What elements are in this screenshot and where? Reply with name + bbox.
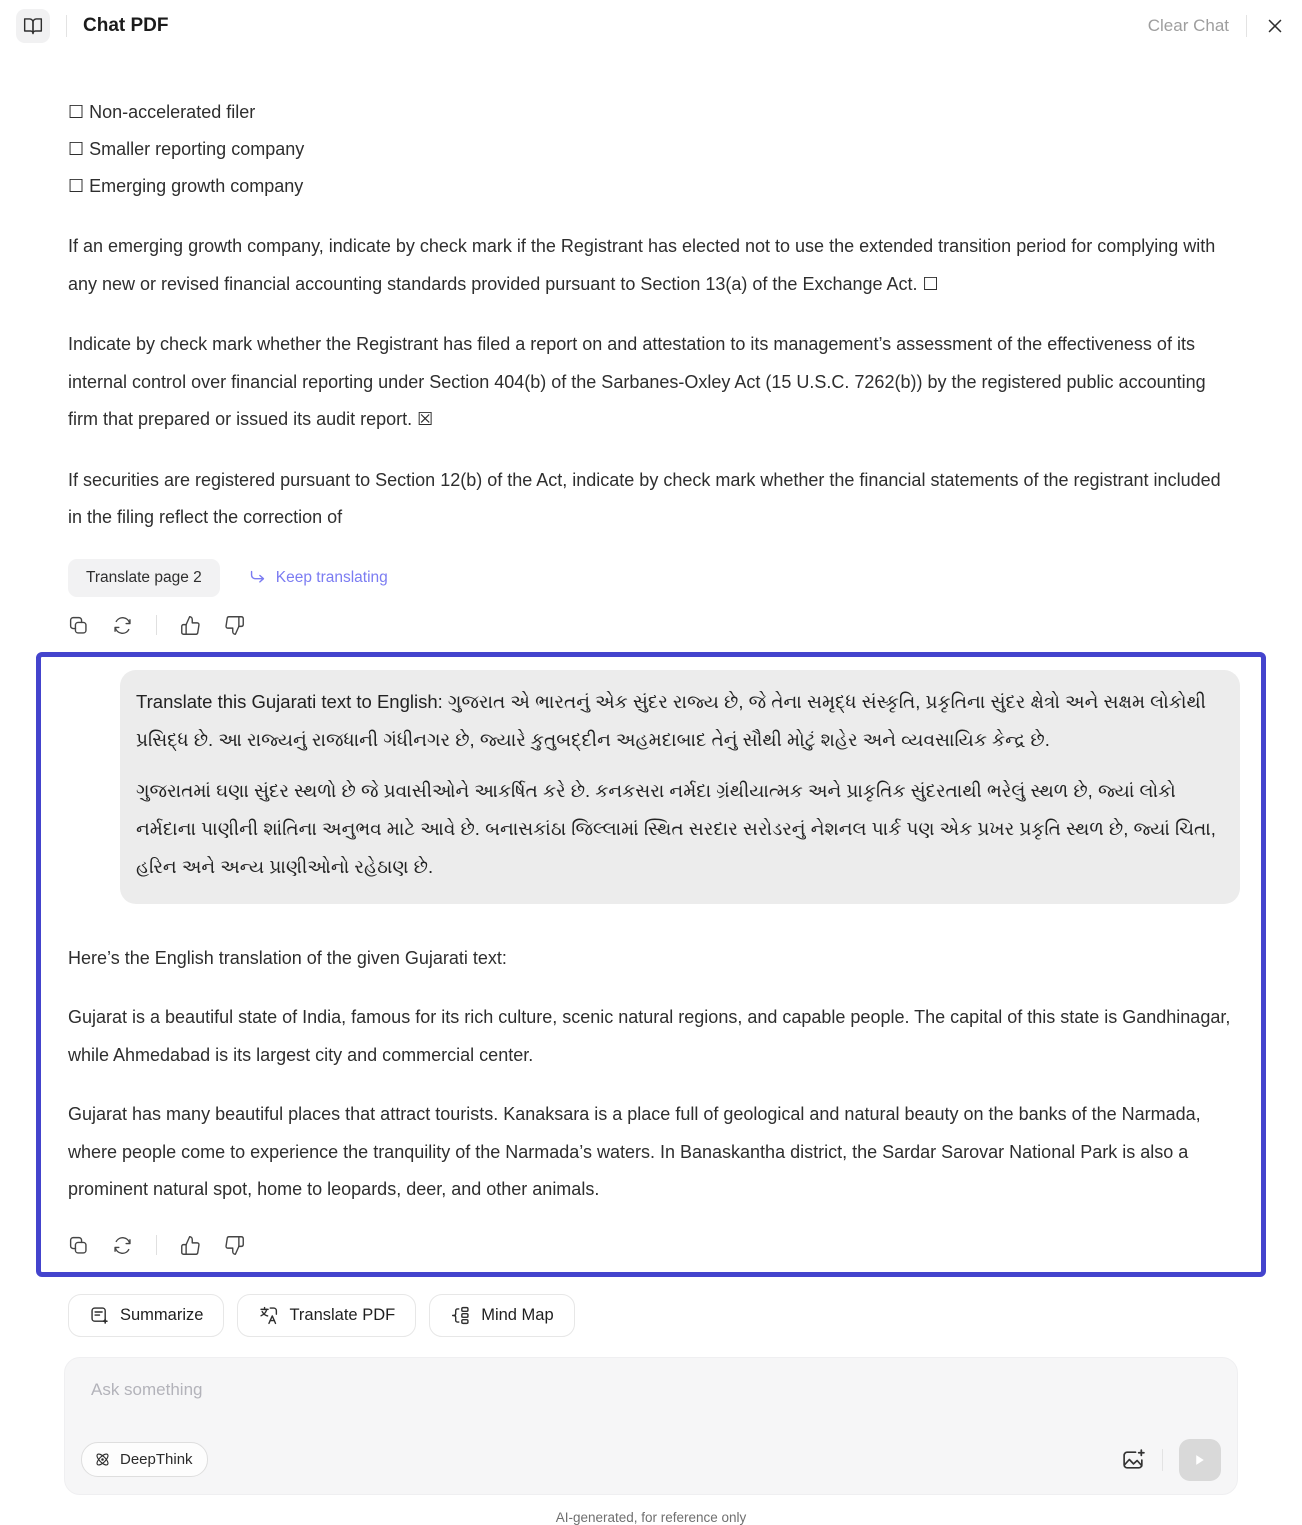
- keep-translating-label: Keep translating: [275, 568, 388, 586]
- composer-divider: [1162, 1449, 1163, 1471]
- header-divider-2: [1246, 15, 1247, 37]
- user-message-bubble: [120, 670, 1240, 904]
- assistant-paragraph: Gujarat has many beautiful places that attract tourists. Kanaksara is a place full of geological and natural beauty on the banks of the Narmada, where people come to experience the tranquility of the Narmada’s waters. In Banaskantha district, the Sardar Sarovar National Park is also a prominent natural spot, home to leopards, deer, and other animals.: [68, 1104, 1201, 1199]
- deepthink-label: DeepThink: [120, 1451, 193, 1468]
- highlighted-exchange: [36, 652, 1266, 1277]
- regenerate-icon[interactable]: [112, 615, 133, 636]
- copy-icon[interactable]: [68, 1235, 89, 1256]
- clear-chat-button[interactable]: Clear Chat: [1147, 16, 1229, 35]
- send-button[interactable]: [1179, 1439, 1221, 1481]
- user-message-paragraph: ગુજરાતમાં ઘણા સુંદર સ્થળો છે જે પ્રવાસીઓને આકર્ષિત કરે છે. કનકસરા નર્મદા ગ્રંથીયાત્મક અને પ્રાકૃતિક સુંદરતાથી ભરેલું સ્થળ છે, જ્યાં લોકો નર્મદાના પાણીની શાંતિના અનુભવ માટે આવે છે. બનાસકાંઠા જિલ્લામાં સ્થિત સરદાર સરોડરનું નેશનલ પાર્ક પણ એક પ્રખર પ્રકૃતિ સ્થળ છે, જ્યાં ચિતા, હરિન અને અન્ય પ્રાણીઓનો રહેઠાણ છે.: [136, 779, 1216, 877]
- atom-icon: [93, 1450, 112, 1469]
- assistant-paragraph: Gujarat is a beautiful state of India, famous for its rich culture, scenic natural regions, and capable people. The capital of this state is Gandhinagar, while Ahmedabad is its largest city and commercial center.: [68, 1007, 1231, 1065]
- mind-map-button[interactable]: [429, 1294, 574, 1337]
- header: [0, 0, 1302, 52]
- add-image-icon[interactable]: [1121, 1447, 1146, 1472]
- user-message-paragraph: Translate this Gujarati text to English: ગુજરાત એ ભારતનું એક સુંદર રાજ્ય છે, જે તેના સમૃદ્ધ સંસ્કૃતિ, પ્રકૃતિના સુંદર ક્ષેત્રો અને સક્ષમ લોકોથી પ્રસિદ્ધ છે. આ રાજ્યનું રાજધાની ગંધીનગર છે, જ્યારે કુતુબદ્દીન અહમદાબાદ તેનું સૌથી મોટું શહેર અને વ્યવસાયિક કેન્દ્ર છે.: [136, 690, 1206, 750]
- page-title: Chat PDF: [83, 15, 169, 36]
- checkbox-line: ☐ Smaller reporting company: [68, 139, 305, 159]
- copy-icon[interactable]: [68, 615, 89, 636]
- quick-actions: [68, 1294, 1234, 1337]
- regenerate-icon[interactable]: [112, 1235, 133, 1256]
- hook-arrow-icon: [248, 568, 267, 587]
- translated-page-text: [68, 94, 1234, 537]
- translate-icon: [258, 1305, 279, 1326]
- deepthink-toggle[interactable]: [81, 1442, 208, 1477]
- document-paragraph: If an emerging growth company, indicate by check mark if the Registrant has elected not to use the extended transition period for complying with any new or revised financial accounting standards provided pursuant to Section 13(a) of the Exchange Act. ☐: [68, 236, 1216, 294]
- chat-scroll-area: [0, 94, 1302, 1525]
- close-icon[interactable]: [1264, 15, 1286, 37]
- translate-pdf-button[interactable]: [237, 1294, 416, 1337]
- thumbs-down-icon[interactable]: [224, 1235, 245, 1256]
- message-actions: [68, 1235, 1240, 1256]
- document-paragraph: Indicate by check mark whether the Registrant has filed a report on and attestation to its management’s assessment of the effectiveness of its internal control over financial reporting under Section 404(b) of the Sarbanes-Oxley Act (15 U.S.C. 7262(b)) by the registered public accounting firm that prepared or issued its audit report. ☒: [68, 334, 1206, 429]
- translate-pdf-label: Translate PDF: [289, 1305, 396, 1324]
- thumbs-down-icon[interactable]: [224, 615, 245, 636]
- assistant-intro: Here’s the English translation of the given Gujarati text:: [68, 947, 507, 968]
- keep-translating-link[interactable]: [248, 568, 388, 587]
- icon-divider: [156, 615, 157, 635]
- ai-disclaimer: AI-generated, for reference only: [555, 1509, 747, 1525]
- header-left: [16, 9, 169, 43]
- header-right: [1148, 15, 1286, 37]
- ask-input[interactable]: Ask something: [91, 1379, 203, 1399]
- mind-map-label: Mind Map: [481, 1305, 554, 1324]
- checkbox-line: ☐ Non-accelerated filer: [68, 102, 256, 122]
- mind-map-icon: [450, 1305, 471, 1326]
- header-divider: [66, 15, 67, 37]
- summarize-label: Summarize: [120, 1305, 204, 1324]
- document-paragraph: If securities are registered pursuant to Section 12(b) of the Act, indicate by check mark whether the financial statements of the registrant included in the filing reflect the correction of: [68, 469, 1221, 527]
- message-actions: [68, 615, 1234, 636]
- assistant-message: [68, 940, 1240, 1209]
- book-icon[interactable]: [16, 9, 50, 43]
- thumbs-up-icon[interactable]: [180, 615, 201, 636]
- summarize-button[interactable]: [68, 1294, 224, 1337]
- thumbs-up-icon[interactable]: [180, 1235, 201, 1256]
- checkbox-line: ☐ Emerging growth company: [68, 176, 304, 196]
- icon-divider: [156, 1235, 157, 1255]
- summarize-icon: [89, 1305, 110, 1326]
- translation-controls: [68, 559, 1234, 597]
- translate-page-button[interactable]: Translate page 2: [68, 559, 220, 597]
- composer-toolbar: [81, 1439, 1221, 1481]
- composer-right-tools: [1121, 1439, 1221, 1481]
- composer: [64, 1357, 1238, 1495]
